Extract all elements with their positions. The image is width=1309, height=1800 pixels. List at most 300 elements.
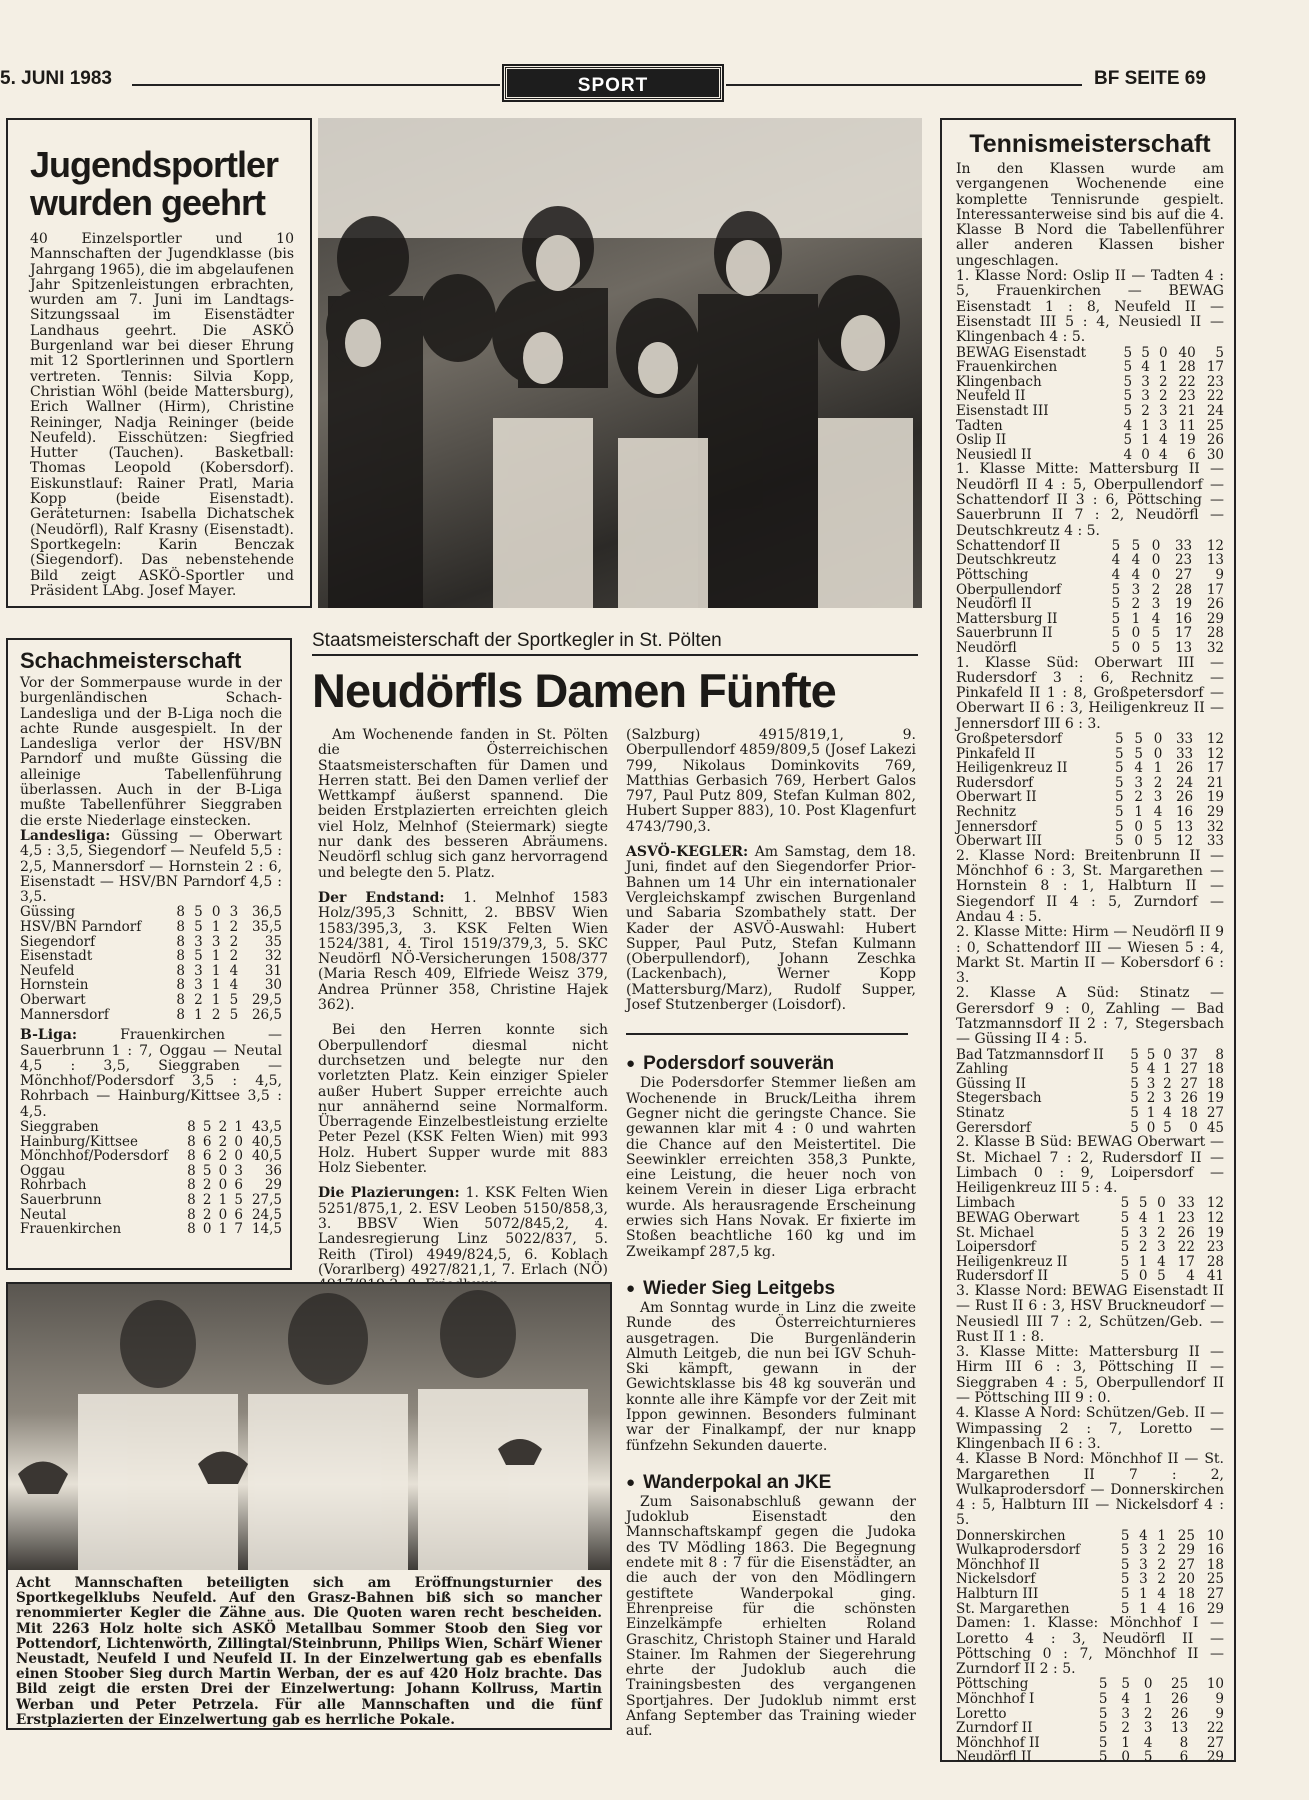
team-name: Gerersdorf xyxy=(956,1119,1031,1136)
team-name: Schattendorf II xyxy=(956,537,1061,554)
team-name: Güssing II xyxy=(956,1075,1026,1092)
stat-cell: 2 xyxy=(1158,388,1168,405)
stat-cell: 5 xyxy=(1098,1676,1108,1693)
stat-cell: 12 xyxy=(1206,731,1224,748)
stat-cell: 1 xyxy=(1134,804,1143,820)
landesliga-row xyxy=(20,920,282,935)
tennis-3-nord-results: 3. Klasse Nord: BEWAG Eisenstadt II — Rust II 6 : 3, HSV Bruckneudorf — Neusiedl III 7 : 2, Schützen/Geb. — Rust II 1 : 8. xyxy=(956,1282,1224,1345)
stat-cell: 5 xyxy=(1215,344,1224,361)
stat-cell: 29 xyxy=(1177,1542,1195,1559)
tennis-row xyxy=(956,375,1224,390)
stat-cell: 4 xyxy=(1141,359,1150,376)
stat-cell: 26 xyxy=(1175,760,1194,777)
bliga-row xyxy=(20,1208,282,1223)
stat-cell: 0 xyxy=(202,1221,212,1238)
team-name: Mattersburg II xyxy=(956,610,1058,627)
stat-cell: 0 xyxy=(1153,731,1163,748)
bliga-row xyxy=(20,1178,282,1193)
stat-cell: 4 xyxy=(1157,1600,1166,1617)
stat-cell: 13 xyxy=(1171,1720,1189,1737)
team-name: Oberwart III xyxy=(956,833,1042,850)
tennis-row xyxy=(956,1692,1224,1707)
stat-cell: 5 xyxy=(1120,1195,1130,1212)
stat-cell: 5 xyxy=(1114,804,1124,820)
team-name: BEWAG Oberwart xyxy=(956,1209,1080,1226)
stat-cell: 0 xyxy=(1151,537,1161,554)
stat-cell: 28 xyxy=(1206,1253,1224,1270)
stat-cell: 18 xyxy=(1206,1075,1224,1092)
tennis-row xyxy=(956,419,1224,434)
stat-cell: 5 xyxy=(1120,1239,1130,1256)
stat-cell: 1 xyxy=(211,919,221,936)
stat-cell: 4 xyxy=(1138,1209,1148,1226)
stat-cell: 2 xyxy=(1143,1705,1153,1722)
tennis-row xyxy=(956,776,1224,791)
stat-cell: 4 xyxy=(229,962,239,979)
team-name: Hainburg/Kittsee xyxy=(20,1133,138,1150)
stat-cell: 26 xyxy=(1171,1705,1189,1722)
stat-cell: 21 xyxy=(1206,774,1224,791)
stat-cell: 2 xyxy=(1157,1571,1166,1588)
stat-cell: 6 xyxy=(202,1133,212,1150)
team-name: Wulkaprodersdorf xyxy=(956,1542,1081,1559)
stat-cell: 2 xyxy=(229,919,239,936)
leitgeb-body: Am Sonntag wurde in Linz die zweite Runde des Österreichturnieres ausgetragen. Die Burgenländerin Almuth Leitgeb, die nun bei IGV Schuh-Ski kämpft, gewann in der Gewichtsklasse bis 48 kg souverän und konnte alle ihre Kämpfe vor der Zeit mit Ippon gewinnen. Besonders fulminant war der Finalkampf, der nur knapp fünfzehn Sekunden dauerte. xyxy=(626,1299,916,1454)
tennis-row xyxy=(956,1121,1224,1136)
bliga-row xyxy=(20,1164,282,1179)
jugend-group-photo xyxy=(318,118,922,608)
stat-cell: 3 xyxy=(194,977,203,994)
stat-cell: 5 xyxy=(1120,1224,1130,1241)
team-name: Loretto xyxy=(956,1705,1007,1722)
stat-cell: 4 xyxy=(1158,446,1168,463)
stat-cell: 36 xyxy=(264,1162,282,1179)
stat-cell: 31 xyxy=(264,962,282,979)
stat-cell: 4 xyxy=(1121,1691,1130,1708)
stat-cell: 4 xyxy=(1131,552,1141,569)
team-name: Eisenstadt III xyxy=(956,402,1049,419)
team-name: Jennersdorf xyxy=(956,818,1037,835)
team-name: Oslip II xyxy=(956,432,1007,449)
team-name: Großpetersdorf xyxy=(956,731,1063,748)
stat-cell: 29,5 xyxy=(251,992,282,1009)
stat-cell: 5 xyxy=(202,1162,212,1179)
stat-cell: 26 xyxy=(1206,432,1224,449)
stat-cell: 40 xyxy=(1178,344,1196,361)
tennis-1-nord-table xyxy=(956,346,1224,463)
tennis-row xyxy=(956,360,1224,375)
stat-cell: 5 xyxy=(1123,344,1133,361)
stat-cell: 22 xyxy=(1206,1720,1224,1737)
tennis-row xyxy=(956,1543,1224,1558)
stat-cell: 3 xyxy=(1139,1542,1148,1559)
plazierungen-text: 1. KSK Felten Wien 5251/875,1, 2. ESV Leoben 5150/858,3, 3. BBSV Wien 5072/845,2, 4. Landesregierung Linz 5022/837, 5. Reith (Tirol) 4949/824,5, 6. Koblach (Vorarlberg) 4927/821,1, 7. Erlach (NÖ) xyxy=(318,1185,608,1278)
stat-cell: 5 xyxy=(1123,432,1133,449)
stat-cell: 2 xyxy=(202,1177,212,1194)
landesliga-label: Landesliga: xyxy=(20,827,111,844)
stat-cell: 2 xyxy=(1138,1239,1148,1256)
stat-cell: 12 xyxy=(1175,833,1194,850)
stat-cell: 5 xyxy=(1098,1691,1108,1708)
stat-cell: 28 xyxy=(1206,625,1224,642)
tennis-row xyxy=(956,433,1224,448)
stat-cell: 0 xyxy=(1121,1749,1130,1766)
stat-cell: 24 xyxy=(1175,774,1194,791)
stat-cell: 3 xyxy=(1138,1224,1148,1241)
stat-cell: 29 xyxy=(264,1177,282,1194)
stat-cell: 8 xyxy=(176,933,185,950)
stat-cell: 33 xyxy=(1175,745,1194,762)
tennis-1-nord-results: 1. Klasse Nord: Oslip II — Tadten 4 : 5, Frauenkirchen — BEWAG Eisenstadt 1 : 8, Neufeld II — Eisenstadt III 5 : 4, Neusiedl II — Klingenbach 4 : 5. xyxy=(956,268,1224,346)
stat-cell: 5 xyxy=(1120,1556,1130,1573)
stat-cell: 4 xyxy=(1153,804,1163,820)
stat-cell: 0 xyxy=(1131,625,1141,642)
tennis-4b-nord-table xyxy=(956,1529,1224,1617)
team-name: Mönchhof II xyxy=(956,1734,1040,1751)
stat-cell: 5 xyxy=(1114,745,1124,762)
stat-cell: 8 xyxy=(187,1191,196,1208)
team-name: Oberwart II xyxy=(956,789,1037,806)
stat-cell: 4 xyxy=(1111,552,1121,569)
team-name: Sauerbrunn xyxy=(20,1191,102,1208)
stat-cell: 12 xyxy=(1206,1195,1224,1212)
stat-cell: 1 xyxy=(1141,432,1150,449)
tennis-1-sued-results: 1. Klasse Süd: Oberwart III — Rudersdorf 3 : 6, Rechnitz — Pinkafeld II 1 : 8, Großpetersdorf — Oberwart II 6 : 3, Heiligenkreuz II — Jennersdorf III 6 : 3. xyxy=(956,654,1224,732)
tennis-damen-results: Damen: 1. Klasse: Mönchhof I — Loretto 4 : 3, Neudörfl II — Pöttsching 0 : 7, Mönchhof II — Zurndorf II 2 : 5. xyxy=(956,1615,1224,1678)
tennis-row xyxy=(956,539,1224,554)
team-name: Zurndorf II xyxy=(956,1720,1033,1737)
tennis-row xyxy=(956,404,1224,419)
stat-cell: 8 xyxy=(176,1006,185,1023)
stat-cell: 8 xyxy=(176,992,185,1009)
stat-cell: 5 xyxy=(194,904,203,921)
stat-cell: 5 xyxy=(1130,1075,1139,1092)
team-name: Frauenkirchen xyxy=(956,359,1058,376)
stat-cell: 3 xyxy=(1157,1239,1166,1256)
team-name: Mönchhof/Podersdorf xyxy=(20,1148,169,1165)
team-name: Heiligenkreuz II xyxy=(956,760,1068,777)
stat-cell: 2 xyxy=(1134,789,1143,806)
stat-cell: 29 xyxy=(1206,610,1224,627)
team-name: Neufeld II xyxy=(956,388,1026,405)
stat-cell: 5 xyxy=(1134,745,1143,762)
stat-cell: 1 xyxy=(218,1221,228,1238)
team-name: Oggau xyxy=(20,1162,66,1179)
bliga-row xyxy=(20,1120,282,1135)
landesliga-row xyxy=(20,978,282,993)
plazierungen-continued: (Salzburg) 4915/819,1, 9. Oberpullendorf 4859/809,5 (Josef Lakezi 799, Nikolaus Dominkovits 769, Matthias Gerbasich 769, Herbert Galos 797, Paul Putz 809, Stefan Kulman 802, Hubert Supper 883), 10. Post Klagenfurt 4743/790,3. xyxy=(626,727,916,835)
stat-cell: 25 xyxy=(1177,1527,1195,1544)
stat-cell: 19 xyxy=(1206,789,1224,806)
stat-cell: 8 xyxy=(176,919,185,936)
stat-cell: 6 xyxy=(234,1206,243,1223)
stat-cell: 1 xyxy=(1158,359,1168,376)
podersdorf-headline: ● Podersdorf souverän xyxy=(626,1053,916,1076)
podersdorf-body: Die Podersdorfer Stemmer ließen am Wochenende in Bruck/Leitha ihrem Gegner nicht die geringste Chance. Sie gewannen klar mit 4 : 0 und wahrten die Chance auf den Meistertitel. Die Seewinkler erreichten 358,3 Punkte, eine Leistung, die heuer noch von keinem Verein in dieser Liga erbracht wurde. Als herausragende Erscheinung erwies sich Hans Novak. Er fixierte im Stoßen beachtliche 160 kg und im Zweikampf 287,5 kg. xyxy=(626,1075,916,1260)
stat-cell: 2 xyxy=(194,992,203,1009)
stat-cell: 4 xyxy=(1157,1586,1166,1603)
tennis-row xyxy=(956,834,1224,849)
stat-cell: 5 xyxy=(229,1006,239,1023)
tennis-4b-nord-results: 4. Klasse B Nord: Mönchhof II — St. Margarethen II 7 : 2, Wulkaprodersdorf — Donnerskirchen 4 : 5, Halbturn III — Nickelsdorf 4 : 5. xyxy=(956,1451,1224,1529)
bliga-row xyxy=(20,1222,282,1237)
stat-cell: 0 xyxy=(1134,833,1143,850)
stat-cell: 29 xyxy=(1206,1749,1224,1766)
tennis-row xyxy=(956,1750,1224,1765)
stat-cell: 0 xyxy=(1151,552,1161,569)
team-name: Sauerbrunn II xyxy=(956,625,1053,642)
landesliga-row xyxy=(20,964,282,979)
tennis-1-mitte-results: 1. Klasse Mitte: Mattersburg II — Neudörfl II 4 : 5, Oberpullendorf — Schattendorf II 3 : 6, Pöttsching — Sauerbrunn II 7 : 2, Neudörfl — Deutschkreutz 4 : 5. xyxy=(956,461,1224,539)
tennis-row xyxy=(956,1587,1224,1602)
stat-cell: 4 xyxy=(1143,1734,1153,1751)
stat-cell: 0 xyxy=(1158,344,1168,361)
stat-cell: 0 xyxy=(211,904,221,921)
tennis-row xyxy=(956,1226,1224,1241)
stat-cell: 5 xyxy=(1123,359,1133,376)
tennis-2a-sued-table xyxy=(956,1048,1224,1136)
team-name: Oberpullendorf xyxy=(956,581,1062,598)
stat-cell: 5 xyxy=(1111,581,1121,598)
stat-cell: 5 xyxy=(1114,760,1124,777)
stat-cell: 3 xyxy=(194,962,203,979)
stat-cell: 1 xyxy=(1121,1734,1130,1751)
tennis-row xyxy=(956,747,1224,762)
stat-cell: 3 xyxy=(1134,774,1143,791)
kegel-photo-box xyxy=(6,1282,612,1730)
bliga-row xyxy=(20,1193,282,1208)
tennis-row xyxy=(956,1707,1224,1722)
stat-cell: 5 xyxy=(1151,625,1161,642)
team-name: Klingenbach xyxy=(956,373,1042,390)
stat-cell: 2 xyxy=(1146,1090,1156,1107)
tennis-row xyxy=(956,1211,1224,1226)
stat-cell: 5 xyxy=(1111,537,1121,554)
stat-cell: 5 xyxy=(234,1191,243,1208)
stat-cell: 25 xyxy=(1206,1571,1224,1588)
stat-cell: 1 xyxy=(211,977,221,994)
stat-cell: 3 xyxy=(1141,373,1150,390)
stat-cell: 2 xyxy=(1153,774,1163,791)
bliga-row xyxy=(20,1135,282,1150)
stat-cell: 19 xyxy=(1178,432,1196,449)
stat-cell: 10 xyxy=(1206,1527,1224,1544)
tennis-row xyxy=(956,346,1224,361)
tennis-row xyxy=(956,732,1224,747)
stat-cell: 5 xyxy=(1111,610,1121,627)
landesliga-row xyxy=(20,1008,282,1023)
team-name: Neutal xyxy=(20,1206,67,1223)
stat-cell: 3 xyxy=(1158,402,1168,419)
jugend-body: 40 Einzelsportler und 10 Mannschaften der Jugendklasse (bis Jahrgang 1965), die im abgelaufenen Jahr Spitzenleistungen erbrachten, wurden am 7. Juni im Landtags-Sitzungssaal im Eisenstädter Landhaus geehrt. Die ASKÖ Burgenland war bei dieser Ehrung mit 12 Sportlerinnen und Sportlern vertreten. Tennis: Silvia Kopp, Christian Wöhl (beide Mattersburg), Erich Wallner (Hirm), Christine Reininger, Nadja Reininger (beide Neufeld). Eisschützen: Siegfried Hutter (Tauchen). Basketball: Thomas Leopold (Kobersdorf). Eiskunstlauf: Rainer Pratl, Maria Kopp (beide Eisenstadt). Geräteturnen: Isabella Dichatschek (Neudörfl), Ralf Krasny (Eisenstadt). Sportkegeln: Karin Benczak (Siegendorf). Das nebenstehende Bild zeigt ASKÖ-Sportler und Präsident LAbg. Josef Mayer. xyxy=(30,231,294,599)
tennis-2-mitte-results: 2. Klasse Mitte: Hirm — Neudörfl II 9 : 0, Schattendorf III — Wiesen 5 : 4, Markt St. Martin II — Kobersdorf 6 : 3. xyxy=(956,924,1224,987)
tennis-row xyxy=(956,1077,1224,1092)
stat-cell: 5 xyxy=(1098,1749,1108,1766)
stat-cell: 27 xyxy=(1174,566,1193,583)
stat-cell: 5 xyxy=(1163,1119,1172,1136)
page-number: BF SEITE 69 xyxy=(1094,68,1206,89)
stat-cell: 5 xyxy=(1114,833,1124,850)
stat-cell: 33 xyxy=(1206,833,1224,850)
group-silhouettes xyxy=(318,118,922,608)
team-name: Rechnitz xyxy=(956,804,1016,820)
team-name: Pöttsching xyxy=(956,566,1029,583)
stat-cell: 5 xyxy=(1130,1119,1139,1136)
stat-cell: 27 xyxy=(1206,1586,1224,1603)
endstand-text: 1. Melnhof 1583 Holz/395,3 Schnitt, 2. BBSV Wien 1583/395,3, 3. KSK Felten Wien 1524/381, 4. Tirol 1519/379,3, 5. SKC Neudörfl NÖ-Versicherungen 1508/377 (Maria Resch 409, Elfriede Weisz 379, Andrea Prünner 358, Christine Hajek 362). xyxy=(318,889,608,1014)
team-name: HSV/BN Parndorf xyxy=(20,919,142,936)
column-divider xyxy=(626,1033,908,1035)
jugend-headline-1: Jugendsportler xyxy=(30,144,279,185)
stat-cell: 5 xyxy=(1130,1105,1139,1122)
stat-cell: 30 xyxy=(1206,446,1224,463)
stat-cell: 27 xyxy=(1180,1075,1198,1092)
team-name: St. Margarethen xyxy=(956,1600,1070,1617)
stat-cell: 1 xyxy=(194,1006,203,1023)
tennis-2b-sued-table xyxy=(956,1196,1224,1284)
stat-cell: 30 xyxy=(264,977,282,994)
stat-cell: 2 xyxy=(218,1133,228,1150)
landesliga-results: Güssing — Oberwart 4,5 : 3,5, Siegendorf — Neufeld 5,5 : 2,5, Mannersdorf — Hornstein 2 : 6, Eisenstadt — HSV/BN Parndorf 4,5 : 3,5. xyxy=(20,827,282,906)
tennis-row xyxy=(956,805,1224,820)
team-name: Stinatz xyxy=(956,1105,1005,1122)
stat-cell: 13 xyxy=(1174,639,1193,656)
stat-cell: 1 xyxy=(1141,417,1150,434)
stat-cell: 4 xyxy=(1146,1061,1156,1078)
stat-cell: 2 xyxy=(1157,1224,1166,1241)
stat-cell: 2 xyxy=(1157,1556,1166,1573)
kegel-trophy-photo xyxy=(8,1284,610,1570)
stat-cell: 2 xyxy=(229,933,239,950)
stat-cell: 6 xyxy=(202,1148,212,1165)
stat-cell: 8 xyxy=(187,1177,196,1194)
stat-cell: 4 xyxy=(1123,417,1133,434)
stat-cell: 3 xyxy=(1153,789,1163,806)
stat-cell: 5 xyxy=(1111,596,1121,613)
stat-cell: 32 xyxy=(1206,818,1224,835)
stat-cell: 5 xyxy=(194,948,203,965)
stat-cell: 23 xyxy=(1206,373,1224,390)
tennis-1-sued-table xyxy=(956,732,1224,849)
stat-cell: 8 xyxy=(187,1133,196,1150)
stat-cell: 5 xyxy=(1138,1195,1148,1212)
team-name: Halbturn III xyxy=(956,1586,1039,1603)
stat-cell: 18 xyxy=(1177,1586,1195,1603)
kegler-intro: Am Wochenende fanden in St. Pölten die Österreichischen Staatsmeisterschaften für Damen und Herren statt. Bei den Damen verlief der Wettkampf äußerst spannend. Die beiden Erstplazierten erreichten gleich viel Holz, Melnhof (Steiermark) siegte nur dank des besseren Abräumens. Neudörfl schlug sich ganz hervorragend und belegte den 5. Platz. xyxy=(318,727,608,881)
team-name: Oberwart xyxy=(20,992,86,1009)
stat-cell: 9 xyxy=(1215,566,1224,583)
stat-cell: 14,5 xyxy=(251,1221,282,1238)
stat-cell: 0 xyxy=(1143,1676,1153,1693)
stat-cell: 22 xyxy=(1206,388,1224,405)
stat-cell: 5 xyxy=(1153,818,1163,835)
stat-cell: 25 xyxy=(1206,417,1224,434)
stat-cell: 5 xyxy=(1098,1720,1108,1737)
team-name: Neufeld xyxy=(20,962,75,979)
stat-cell: 5 xyxy=(1114,731,1124,748)
tennis-row xyxy=(956,790,1224,805)
team-name: Nickelsdorf xyxy=(956,1571,1036,1588)
bliga-results: Frauenkirchen — Sauerbrunn 1 : 7, Oggau — Neutal 4,5 : 3,5, Sieggraben — Mönchhof/Podersdorf 3,5 : 4,5, Rohrbach — Hainburg/Kittsee 3,5 : 4,5. xyxy=(20,1027,282,1120)
stat-cell: 5 xyxy=(1111,639,1121,656)
stat-cell: 2 xyxy=(211,1006,221,1023)
stat-cell: 20 xyxy=(1177,1571,1195,1588)
stat-cell: 27 xyxy=(1177,1556,1195,1573)
stat-cell: 5 xyxy=(1153,833,1163,850)
stat-cell: 21 xyxy=(1178,402,1196,419)
kegler-column-2 xyxy=(626,728,916,1740)
tennis-4a-nord-results: 4. Klasse A Nord: Schützen/Geb. II — Wimpassing 2 : 7, Loretto — Klingenbach II 6 : 3. xyxy=(956,1405,1224,1452)
stat-cell: 8 xyxy=(176,948,185,965)
stat-cell: 3 xyxy=(1146,1075,1156,1092)
stat-cell: 18 xyxy=(1206,1061,1224,1078)
stat-cell: 0 xyxy=(1138,1268,1148,1285)
stat-cell: 19 xyxy=(1206,1224,1224,1241)
stat-cell: 5 xyxy=(1120,1527,1130,1544)
stat-cell: 3 xyxy=(1151,596,1161,613)
team-name: Pöttsching xyxy=(956,1676,1029,1693)
stat-cell: 4 xyxy=(1186,1268,1195,1285)
stat-cell: 8 xyxy=(187,1148,196,1165)
team-name: BEWAG Eisenstadt xyxy=(956,344,1087,361)
stat-cell: 45 xyxy=(1206,1119,1224,1136)
stat-cell: 2 xyxy=(1151,581,1161,598)
stat-cell: 8 xyxy=(187,1118,196,1135)
stat-cell: 16 xyxy=(1174,610,1193,627)
stat-cell: 5 xyxy=(1098,1705,1108,1722)
schach-headline: Schachmeisterschaft xyxy=(20,648,242,673)
stat-cell: 4 xyxy=(1134,760,1143,777)
tennis-intro: In den Klassen wurde am vergangenen Wochenende eine komplette Tennisrunde gespielt. Interessanterweise sind bis auf die 4. Klasse B Nord die Tabellenführer aller anderen Klassen bisher ungeschlagen. xyxy=(956,161,1224,269)
stat-cell: 5 xyxy=(1130,1046,1139,1063)
stat-cell: 1 xyxy=(1131,610,1141,627)
stat-cell: 3 xyxy=(1163,1090,1172,1107)
stat-cell: 3 xyxy=(1141,388,1150,405)
stat-cell: 18 xyxy=(1180,1105,1198,1122)
stat-cell: 11 xyxy=(1178,417,1196,434)
stat-cell: 9 xyxy=(1215,1691,1224,1708)
team-name: Pinkafeld II xyxy=(956,745,1036,762)
tennis-row xyxy=(956,1558,1224,1573)
landesliga-table xyxy=(20,905,282,1022)
jugend-headline-2: wurden geehrt xyxy=(30,182,266,223)
stat-cell: 0 xyxy=(218,1177,228,1194)
tennis-row xyxy=(956,1196,1224,1211)
stat-cell: 5 xyxy=(1157,1268,1166,1285)
stat-cell: 18 xyxy=(1206,1556,1224,1573)
tennis-row xyxy=(956,1255,1224,1270)
stat-cell: 40,5 xyxy=(251,1133,282,1150)
tennis-row xyxy=(956,612,1224,627)
stat-cell: 8 xyxy=(1215,1046,1224,1063)
tennis-damen-table xyxy=(956,1677,1224,1765)
tennis-row xyxy=(956,761,1224,776)
stat-cell: 2 xyxy=(229,948,239,965)
stat-cell: 5 xyxy=(1120,1209,1130,1226)
schach-intro: Vor der Sommerpause wurde in der burgenländischen Schach-Landesliga und der B-Liga noch die achte Runde ausgespielt. In der Landesliga verlor der HSV/BN Parndorf und mußte Güssing die alleinige Tabellenführung überlassen. Auch in der B-Liga mußte Tabellenführer Sieggraben die erste Niederlage einstecken. xyxy=(20,675,282,829)
stat-cell: 36,5 xyxy=(251,904,282,921)
stat-cell: 23 xyxy=(1177,1209,1195,1226)
stat-cell: 8 xyxy=(176,904,185,921)
stat-cell: 28 xyxy=(1178,359,1196,376)
stat-cell: 3 xyxy=(211,933,221,950)
stat-cell: 5 xyxy=(1143,1749,1153,1766)
stat-cell: 26 xyxy=(1171,1691,1189,1708)
stat-cell: 2 xyxy=(1158,373,1168,390)
landesliga-row xyxy=(20,993,282,1008)
bliga-label: B-Liga: xyxy=(20,1027,78,1044)
team-name: Hornstein xyxy=(20,977,89,994)
